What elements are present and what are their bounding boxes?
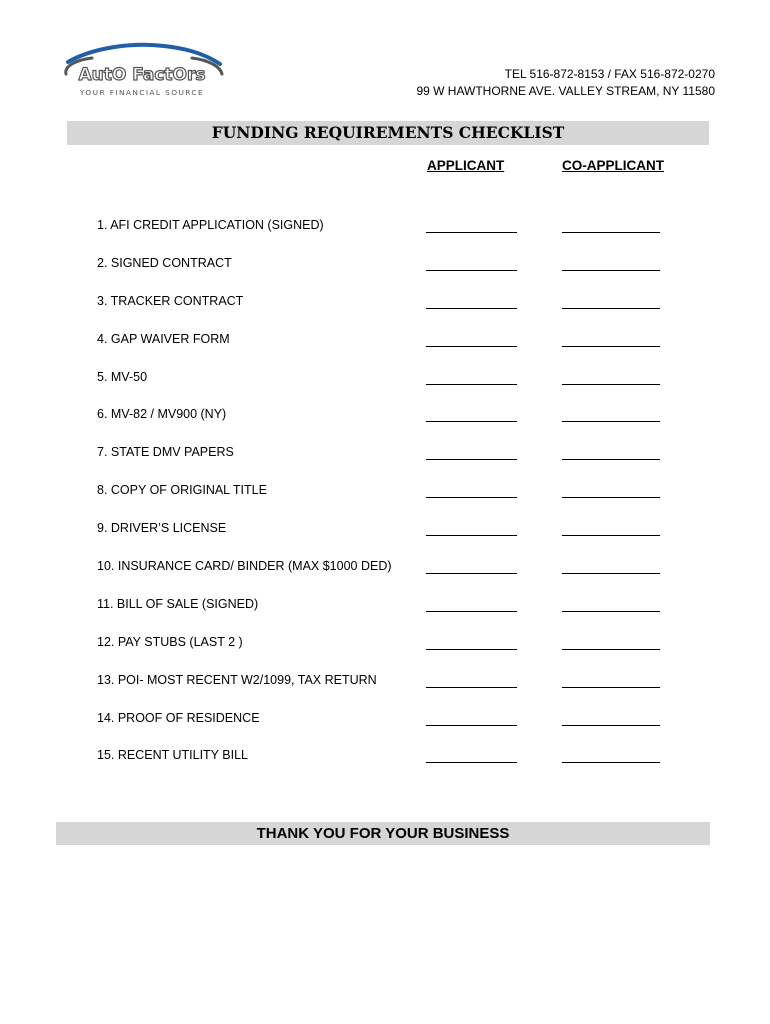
footer-message: THANK YOU FOR YOUR BUSINESS xyxy=(56,822,710,845)
co-applicant-signoff-line[interactable] xyxy=(562,687,660,688)
applicant-signoff-line[interactable] xyxy=(426,611,517,612)
checklist-item xyxy=(97,256,697,294)
logo-wordmark: AutO FactOrs xyxy=(78,65,206,85)
checklist-item xyxy=(97,597,697,635)
checklist-item xyxy=(97,559,697,597)
applicant-signoff-line[interactable] xyxy=(426,535,517,536)
checklist-item-label: 1. AFI CREDIT APPLICATION (SIGNED) xyxy=(97,218,324,232)
checklist-item-label: 5. MV-50 xyxy=(97,369,148,384)
checklist-item xyxy=(97,635,697,673)
checklist-item xyxy=(97,407,697,445)
checklist-item xyxy=(97,294,697,332)
contact-phone-fax: TEL 516-872-8153 / FAX 516-872-0270 xyxy=(504,67,715,81)
co-applicant-signoff-line[interactable] xyxy=(562,459,660,460)
applicant-signoff-line[interactable] xyxy=(426,384,517,385)
applicant-signoff-line[interactable] xyxy=(426,232,517,233)
co-applicant-signoff-line[interactable] xyxy=(562,535,660,536)
applicant-signoff-line[interactable] xyxy=(426,459,517,460)
co-applicant-signoff-line[interactable] xyxy=(562,421,660,422)
checklist-item xyxy=(97,748,697,786)
co-applicant-signoff-line[interactable] xyxy=(562,611,660,612)
applicant-signoff-line[interactable] xyxy=(426,762,517,763)
company-logo xyxy=(62,40,227,102)
checklist-item-label: 6. MV-82 / MV900 (NY) xyxy=(97,407,227,422)
checklist-item xyxy=(97,332,697,370)
applicant-signoff-line[interactable] xyxy=(426,573,517,574)
co-applicant-signoff-line[interactable] xyxy=(562,573,660,574)
checklist-item xyxy=(97,370,697,408)
car-logo-icon xyxy=(62,40,227,102)
co-applicant-signoff-line[interactable] xyxy=(562,384,660,385)
checklist-item-label: 9. DRIVER’S LICENSE xyxy=(97,521,227,536)
checklist-item-label: 4. GAP WAIVER FORM xyxy=(97,331,230,346)
checklist-item-label: 15. RECENT UTILITY BILL xyxy=(97,748,248,763)
column-header-applicant: APPLICANT xyxy=(427,158,505,173)
checklist-item-label: 8. COPY OF ORIGINAL TITLE xyxy=(97,483,267,498)
applicant-signoff-line[interactable] xyxy=(426,687,517,688)
checklist-item-label: 12. PAY STUBS (LAST 2 ) xyxy=(97,634,243,649)
page-title: FUNDING REQUIREMENTS CHECKLIST xyxy=(67,121,709,145)
checklist-item xyxy=(97,483,697,521)
applicant-signoff-line[interactable] xyxy=(426,649,517,650)
checklist-item xyxy=(97,521,697,559)
co-applicant-signoff-line[interactable] xyxy=(562,346,660,347)
applicant-signoff-line[interactable] xyxy=(426,270,517,271)
checklist-item xyxy=(97,711,697,749)
applicant-signoff-line[interactable] xyxy=(426,421,517,422)
checklist-item xyxy=(97,218,697,256)
checklist xyxy=(97,218,697,786)
checklist-item-label: 7. STATE DMV PAPERS xyxy=(97,445,234,460)
checklist-item-label: 11. BILL OF SALE (SIGNED) xyxy=(97,596,259,611)
contact-address: 99 W HAWTHORNE AVE. VALLEY STREAM, NY 11580 xyxy=(416,84,715,98)
co-applicant-signoff-line[interactable] xyxy=(562,725,660,726)
applicant-signoff-line[interactable] xyxy=(426,346,517,347)
checklist-item-label: 3. TRACKER CONTRACT xyxy=(97,293,244,308)
checklist-item xyxy=(97,673,697,711)
applicant-signoff-line[interactable] xyxy=(426,308,517,309)
co-applicant-signoff-line[interactable] xyxy=(562,270,660,271)
applicant-signoff-line[interactable] xyxy=(426,497,517,498)
co-applicant-signoff-line[interactable] xyxy=(562,762,660,763)
column-header-co-applicant: CO-APPLICANT xyxy=(562,158,664,173)
contact-info xyxy=(416,66,715,100)
co-applicant-signoff-line[interactable] xyxy=(562,232,660,233)
checklist-item-label: 14. PROOF OF RESIDENCE xyxy=(97,710,260,725)
logo-tagline: YOUR FINANCIAL SOURCE xyxy=(79,88,205,97)
checklist-item-label: 13. POI- MOST RECENT W2/1099, TAX RETURN xyxy=(97,672,377,687)
checklist-item-label: 10. INSURANCE CARD/ BINDER (MAX $1000 DED) xyxy=(97,559,392,574)
checklist-item-label: 2. SIGNED CONTRACT xyxy=(97,255,232,270)
checklist-item xyxy=(97,445,697,483)
applicant-signoff-line[interactable] xyxy=(426,725,517,726)
co-applicant-signoff-line[interactable] xyxy=(562,497,660,498)
co-applicant-signoff-line[interactable] xyxy=(562,308,660,309)
co-applicant-signoff-line[interactable] xyxy=(562,649,660,650)
